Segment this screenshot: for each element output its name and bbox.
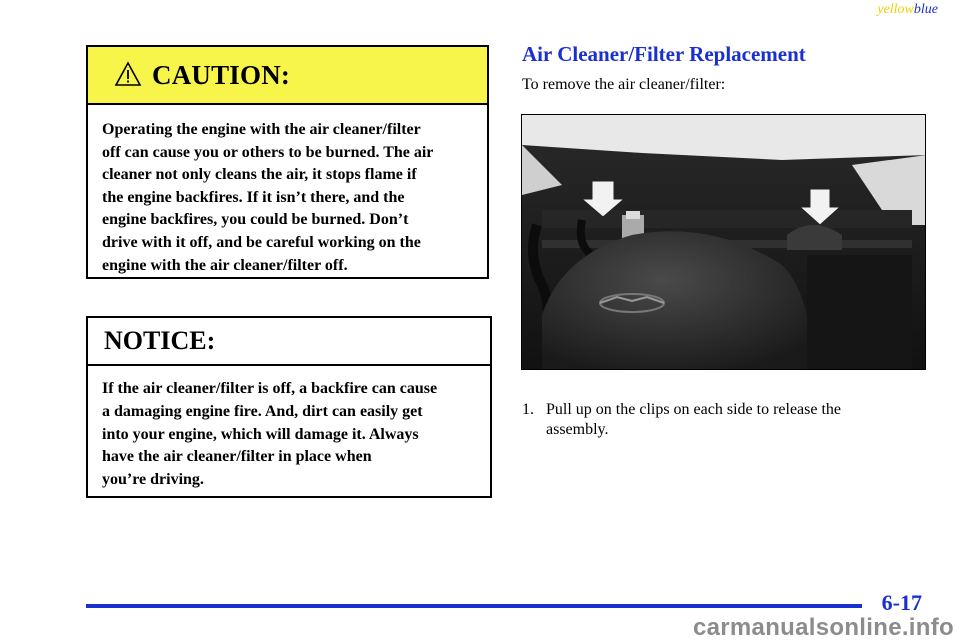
step-text: Pull up on the clips on each side to release the assembly.	[546, 401, 842, 438]
section-heading: Air Cleaner/Filter Replacement	[522, 42, 806, 66]
caution-line: Operating the engine with the air cleaner/filter	[102, 121, 421, 138]
footer-rule	[86, 604, 862, 608]
notice-line: you’re driving.	[102, 471, 204, 489]
caution-text	[88, 105, 487, 277]
notice-box	[86, 316, 492, 498]
caution-line: engine backfires, you could be burned. Don’t	[102, 211, 409, 229]
caution-line: cleaner not only cleans the air, it stops flame if	[102, 166, 417, 184]
notice-line: a damaging engine fire. And, dirt can easily get	[102, 402, 423, 420]
notice-line: have the air cleaner/filter in place when	[102, 448, 372, 466]
notice-header	[88, 318, 490, 366]
warning-triangle-icon	[114, 61, 142, 87]
color-separation-label	[877, 2, 938, 18]
watermark: carmanualsonline.info	[692, 614, 954, 641]
notice-title: NOTICE:	[104, 326, 216, 355]
engine-illustration	[522, 115, 926, 370]
intro-text: To remove the air cleaner/filter:	[522, 76, 726, 93]
notice-text	[88, 366, 490, 492]
notice-line: If the air cleaner/filter is off, a backfire can cause	[102, 380, 438, 397]
step-1	[522, 400, 866, 440]
caution-line: the engine backfires. If it isn’t there, and the	[102, 188, 405, 206]
caution-box	[86, 45, 489, 279]
blue-label: blue	[913, 2, 938, 17]
caution-title: CAUTION:	[152, 59, 291, 90]
page-number: 6-17	[881, 590, 922, 615]
engine-photo	[521, 114, 926, 370]
caution-header	[88, 47, 487, 105]
caution-line: drive with it off, and be careful working on the	[102, 233, 421, 251]
caution-line: off can cause you or others to be burned. The air	[102, 143, 434, 161]
notice-line: into your engine, which will damage it. Always	[102, 425, 419, 443]
caution-line: engine with the air cleaner/filter off.	[102, 256, 348, 274]
step-number: 1.	[522, 401, 534, 418]
yellow-label: yellow	[877, 2, 914, 17]
